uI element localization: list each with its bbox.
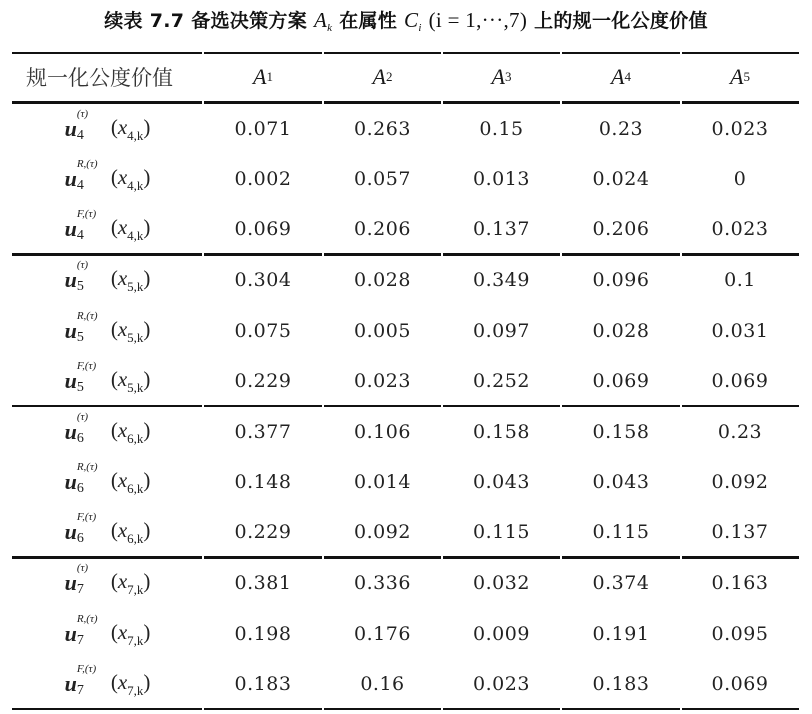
table-caption <box>0 6 812 34</box>
value-cell: 0.075 <box>234 320 292 342</box>
value-cell: 0.374 <box>592 572 650 594</box>
rule-gap <box>441 708 443 710</box>
value-cell: 0.263 <box>354 118 411 140</box>
rule-gap <box>202 556 204 559</box>
value-cell: 0.028 <box>354 269 411 291</box>
row-label-formula: u 6 F,(τ) $(x_{6,k})$ <box>64 511 151 546</box>
value-cell: 0.158 <box>592 421 650 443</box>
row-label-formula: u 7 F,(τ) $(x_{7,k})$ <box>64 663 151 698</box>
value-cell: 0.092 <box>711 471 769 493</box>
caption-attribute-symbol: $C_i$ <box>404 8 422 34</box>
row-label-formula: u 7 (τ) $(x_{7,k})$ <box>64 562 151 597</box>
rule-gap <box>560 556 562 559</box>
value-cell: 0.381 <box>234 572 292 594</box>
caption-suffix: 上的规一化公度价值 <box>534 10 708 32</box>
value-cell: 0.137 <box>473 218 530 240</box>
caption-mid: 在属性 <box>339 10 405 32</box>
value-cell: 0.057 <box>354 168 411 190</box>
value-cell: 0.023 <box>354 370 411 392</box>
caption-range: (i = 1,···,7) <box>428 8 528 32</box>
header-A3: A 3 <box>491 64 512 89</box>
rule-gap <box>202 52 204 54</box>
value-cell: 0.092 <box>354 521 411 543</box>
value-cell: 0.137 <box>711 521 769 543</box>
rule-gap <box>441 405 443 407</box>
table-row <box>12 457 799 507</box>
row-label-formula: u 4 R,(τ) $(x_{4,k})$ <box>64 158 151 193</box>
header-A2: A 2 <box>372 64 393 89</box>
value-cell: 0.115 <box>473 521 530 543</box>
value-cell: 0.115 <box>592 521 650 543</box>
table-row <box>12 154 799 204</box>
value-cell: 0.158 <box>473 421 530 443</box>
value-cell: 0.16 <box>360 673 405 695</box>
rule-gap <box>322 52 324 54</box>
header-A1: A 1 <box>253 64 273 89</box>
value-cell: 0.043 <box>473 471 530 493</box>
value-cell: 0.23 <box>717 421 763 443</box>
value-cell: 0.069 <box>711 370 769 392</box>
rule-gap <box>560 253 562 256</box>
row-label-formula: u 4 (τ) $(x_{4,k})$ <box>64 108 151 143</box>
table-row <box>12 609 799 659</box>
rule-gap <box>322 253 324 256</box>
value-cell: 0.23 <box>598 118 644 140</box>
row-label-formula: u 5 F,(τ) $(x_{5,k})$ <box>64 360 151 395</box>
rule-gap <box>680 556 682 559</box>
value-cell: 0.106 <box>354 421 411 443</box>
row-label-formula: u 6 R,(τ) $(x_{6,k})$ <box>64 461 151 496</box>
header-row <box>12 52 799 102</box>
rule-gap <box>441 52 443 54</box>
table-row <box>12 255 799 305</box>
rule-gap <box>560 101 562 104</box>
table-row <box>12 507 799 557</box>
table-row <box>12 306 799 356</box>
table-row <box>12 659 799 709</box>
value-cell: 0.005 <box>354 320 411 342</box>
row-label-formula: u 7 R,(τ) $(x_{7,k})$ <box>64 613 151 648</box>
caption-alternative-symbol: $A_k$ <box>313 8 333 34</box>
value-cell: 0.229 <box>234 370 292 392</box>
value-cell: 0.183 <box>234 673 292 695</box>
rule-gap <box>680 708 682 710</box>
value-cell: 0.023 <box>711 118 769 140</box>
value-cell: 0.304 <box>234 269 292 291</box>
table-row <box>12 558 799 608</box>
value-cell: 0.028 <box>592 320 650 342</box>
rule-gap <box>560 405 562 407</box>
value-cell: 0.229 <box>234 521 292 543</box>
value-cell: 0.069 <box>234 218 292 240</box>
header-A4: A 4 <box>611 64 631 89</box>
value-cell: 0.023 <box>711 218 769 240</box>
caption-prefix: 续表 7.7 备选决策方案 <box>104 10 308 32</box>
rule-gap <box>202 101 204 104</box>
rule-gap <box>441 253 443 256</box>
value-cell: 0.002 <box>234 168 292 190</box>
value-cell: 0.043 <box>592 471 650 493</box>
value-cell: 0.191 <box>592 623 650 645</box>
rule-gap <box>441 556 443 559</box>
rule-gap <box>441 101 443 104</box>
rule-gap <box>202 253 204 256</box>
value-cell: 0.095 <box>711 623 769 645</box>
value-cell: 0.148 <box>234 471 292 493</box>
rule-gap <box>680 253 682 256</box>
row-label-formula: u 5 R,(τ) $(x_{5,k})$ <box>64 310 151 345</box>
value-cell: 0.336 <box>354 572 411 594</box>
value-cell: 0.096 <box>592 269 650 291</box>
value-cell: 0.183 <box>592 673 650 695</box>
value-cell: 0.163 <box>711 572 769 594</box>
table-row <box>12 407 799 457</box>
rule-gap <box>560 52 562 54</box>
value-cell: 0.031 <box>711 320 769 342</box>
row-label-formula: u 6 (τ) $(x_{6,k})$ <box>64 411 151 446</box>
value-cell: 0.252 <box>473 370 530 392</box>
value-cell: 0.069 <box>711 673 769 695</box>
value-cell: 0.176 <box>354 623 411 645</box>
value-cell: 0.377 <box>234 421 292 443</box>
rule-gap <box>322 405 324 407</box>
rule-gap <box>680 405 682 407</box>
value-cell: 0.024 <box>592 168 650 190</box>
value-cell: 0 <box>733 168 747 190</box>
rule-gap <box>202 708 204 710</box>
table-row <box>12 204 799 254</box>
header-A5: A 5 <box>730 64 750 89</box>
row-label-formula: u 4 F,(τ) $(x_{4,k})$ <box>64 208 151 243</box>
rule-gap <box>202 405 204 407</box>
value-cell: 0.013 <box>473 168 530 190</box>
value-cell: 0.032 <box>473 572 530 594</box>
row-label-formula: u 5 (τ) $(x_{5,k})$ <box>64 259 151 294</box>
header-label: 规一化公度价值 <box>26 66 173 90</box>
value-cell: 0.15 <box>479 118 524 140</box>
value-cell: 0.198 <box>234 623 292 645</box>
rule-gap <box>322 556 324 559</box>
rule-gap <box>560 708 562 710</box>
table-row <box>12 104 799 154</box>
rule-gap <box>322 708 324 710</box>
value-cell: 0.009 <box>473 623 530 645</box>
value-cell: 0.349 <box>473 269 530 291</box>
value-cell: 0.071 <box>234 118 292 140</box>
value-cell: 0.206 <box>354 218 411 240</box>
rule-gap <box>322 101 324 104</box>
table-row <box>12 356 799 406</box>
value-cell: 0.1 <box>724 269 756 291</box>
value-cell: 0.097 <box>473 320 530 342</box>
value-cell: 0.023 <box>473 673 530 695</box>
value-cell: 0.014 <box>354 471 411 493</box>
value-cell: 0.069 <box>592 370 650 392</box>
value-cell: 0.206 <box>592 218 650 240</box>
rule-gap <box>680 52 682 54</box>
rule-gap <box>680 101 682 104</box>
